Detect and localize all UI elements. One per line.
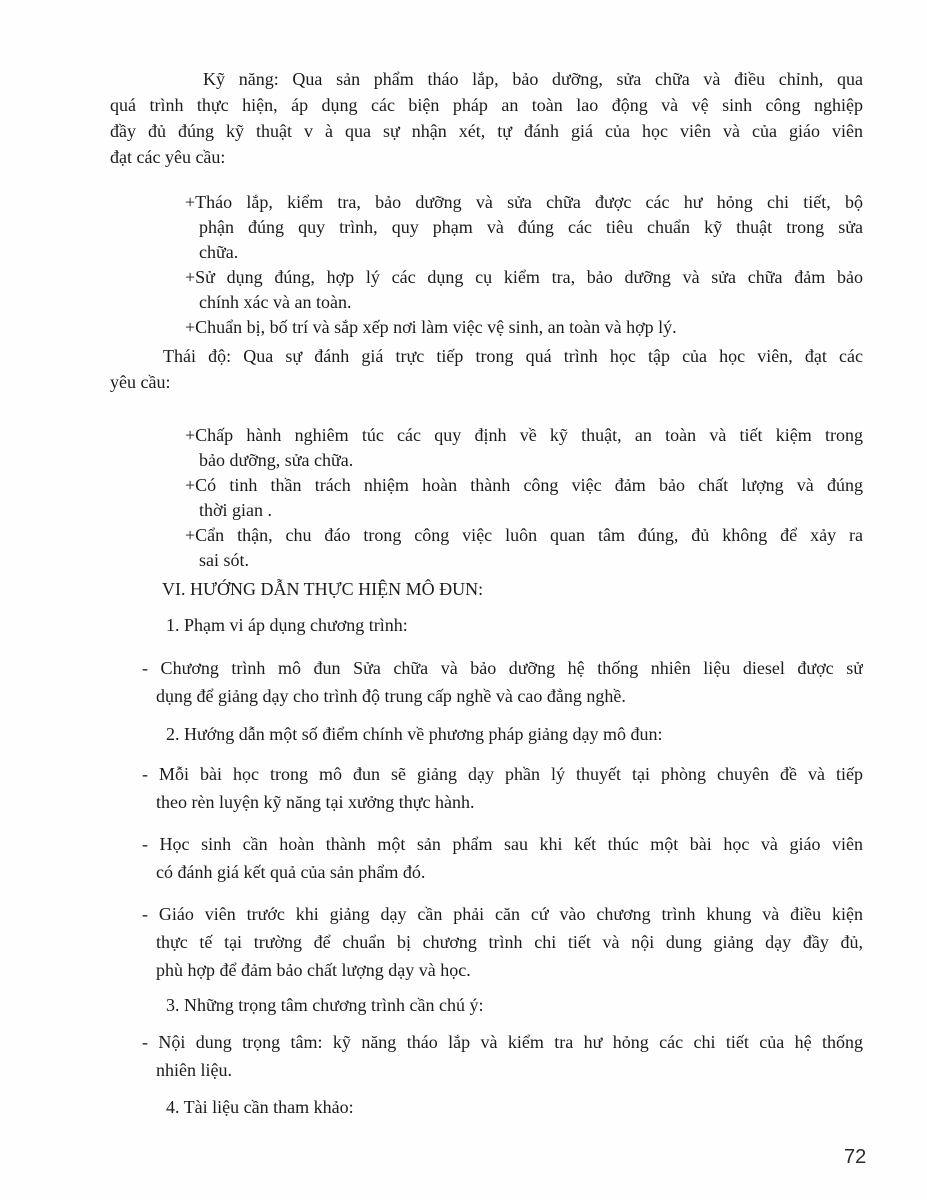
dash-item [142, 654, 863, 710]
text-line: có đánh giá kết quả của sản phẩm đó. [156, 862, 426, 882]
text-line: bảo dưỡng, sửa chữa. [199, 450, 354, 470]
text-line: yêu cầu: [110, 372, 171, 392]
text-line: đạt các yêu cầu: [110, 147, 226, 167]
plus-bullet-item [185, 473, 863, 523]
text-column [110, 0, 863, 1120]
numbered-heading [166, 721, 863, 747]
text-line: - Nội dung trọng tâm: kỹ năng tháo lắp và kiểm tra hư hỏng các chi tiết của hệ thống [142, 1032, 863, 1052]
page-number: 72 [844, 1146, 867, 1168]
text-line: theo rèn luyện kỹ năng tại xưởng thực hành. [156, 792, 475, 812]
text-line: nhiên liệu. [156, 1060, 232, 1080]
text-line: thời gian . [199, 500, 273, 520]
plus-bullet-item [185, 190, 863, 265]
dash-item [142, 900, 863, 984]
text-line: +Có tinh thần trách nhiệm hoàn thành công việc đảm bảo chất lượng và đúng [185, 475, 863, 495]
numbered-heading [166, 1094, 863, 1120]
text-line: 1. Phạm vi áp dụng chương trình: [166, 615, 408, 635]
plus-bullet-item [185, 265, 863, 315]
text-line: 2. Hướng dẫn một số điểm chính về phương pháp giảng dạy mô đun: [166, 724, 663, 744]
text-line: chữa. [199, 242, 239, 262]
text-line: VI. HƯỚNG DẪN THỰC HIỆN MÔ ĐUN: [162, 579, 484, 599]
text-line: - Chương trình mô đun Sửa chữa và bảo dưỡng hệ thống nhiên liệu diesel được sử [142, 658, 863, 678]
plus-bullet-item [185, 423, 863, 473]
text-line: sai sót. [199, 550, 250, 570]
text-line: - Mỗi bài học trong mô đun sẽ giảng dạy phần lý thuyết tại phòng chuyên đề và tiếp [142, 764, 863, 784]
text-line: thực tế tại trường để chuẩn bị chương trình chi tiết và nội dung giảng dạy đầy đủ, [156, 932, 863, 952]
text-line: - Giáo viên trước khi giảng dạy cần phải căn cứ vào chương trình khung và điều kiện [142, 904, 863, 924]
dash-item [142, 830, 863, 886]
numbered-heading [166, 612, 863, 638]
text-line: +Sử dụng đúng, hợp lý các dụng cụ kiểm tra, bảo dưỡng và sửa chữa đảm bảo [185, 267, 863, 287]
dash-item [142, 1028, 863, 1084]
text-line: chính xác và an toàn. [199, 292, 352, 312]
plus-bullet-item [185, 523, 863, 573]
paragraph [110, 66, 863, 170]
text-line: 4. Tài liệu cần tham khảo: [166, 1097, 354, 1117]
text-line: Kỹ năng: Qua sản phẩm tháo lắp, bảo dưỡng, sửa chữa và điều chỉnh, qua [203, 69, 863, 89]
section-heading [162, 576, 863, 602]
dash-item [142, 760, 863, 816]
text-line: phù hợp để đảm bảo chất lượng dạy và học. [156, 960, 471, 980]
text-line: +Chuẩn bị, bố trí và sắp xếp nơi làm việc vệ sinh, an toàn và hợp lý. [185, 317, 677, 337]
paragraph [110, 343, 863, 395]
text-line: Thái độ: Qua sự đánh giá trực tiếp trong quá trình học tập của học viên, đạt các [163, 346, 863, 366]
numbered-heading [166, 992, 863, 1018]
plus-bullet-item [185, 315, 863, 340]
text-line: dụng để giảng dạy cho trình độ trung cấp nghề và cao đẳng nghề. [156, 686, 626, 706]
text-line: +Cẩn thận, chu đáo trong công việc luôn quan tâm đúng, đủ không để xảy ra [185, 525, 863, 545]
text-line: - Học sinh cần hoàn thành một sản phẩm sau khi kết thúc một bài học và giáo viên [142, 834, 863, 854]
text-line: 3. Những trọng tâm chương trình cần chú ý: [166, 995, 484, 1015]
text-line: đầy đủ đúng kỹ thuật v à qua sự nhận xét, tự đánh giá của học viên và của giáo viên [110, 121, 863, 141]
text-line: +Tháo lắp, kiểm tra, bảo dưỡng và sửa chữa được các hư hỏng chi tiết, bộ [185, 192, 863, 212]
text-line: quá trình thực hiện, áp dụng các biện pháp an toàn lao động và vệ sinh công nghiệp [110, 95, 863, 115]
text-line: +Chấp hành nghiêm túc các quy định về kỹ thuật, an toàn và tiết kiệm trong [185, 425, 863, 445]
text-line: phận đúng quy trình, quy phạm và đúng các tiêu chuẩn kỹ thuật trong sửa [199, 217, 863, 237]
